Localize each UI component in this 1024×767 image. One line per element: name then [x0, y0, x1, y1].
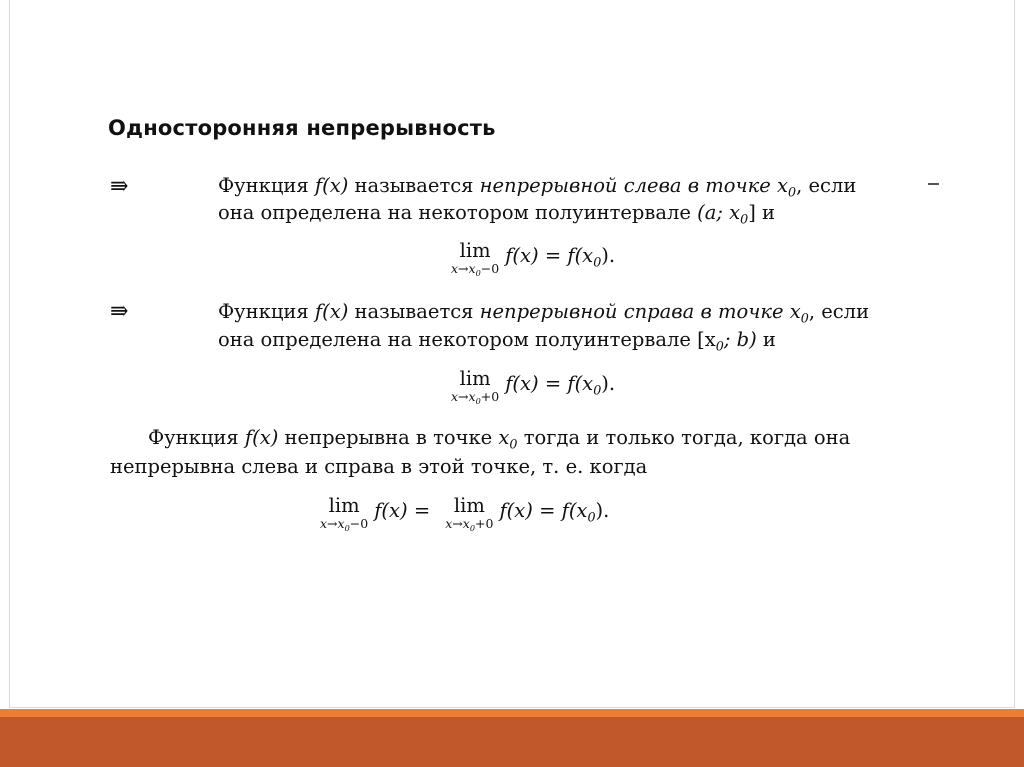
math-part: +0 — [480, 389, 500, 404]
math-part: ] — [748, 201, 756, 224]
lim-operator-left — [320, 495, 368, 535]
limit-right-formula — [451, 368, 615, 408]
subscript-zero: 0 — [715, 338, 724, 354]
theorem-line-2: непрерывна слева и справа в этой точке, т. е. когда — [110, 455, 648, 478]
subscript-zero: 0 — [593, 382, 602, 398]
lim-subscript — [320, 517, 368, 535]
lim-word: lim — [328, 494, 360, 517]
word: и — [762, 201, 776, 224]
lim-word: lim — [453, 494, 485, 517]
orange-accent-line — [0, 709, 1024, 717]
math-part: (a; x — [697, 201, 741, 224]
math-fx: f(x) — [314, 300, 349, 323]
word: называется — [354, 174, 474, 197]
math-x0 — [498, 426, 518, 452]
subscript-zero: 0 — [509, 436, 518, 452]
subscript-zero: 0 — [344, 522, 350, 533]
text: она определена на некотором полуинтервале — [218, 201, 691, 224]
math-part: f(x) = f(x — [505, 372, 594, 395]
math-part: x→x — [320, 516, 345, 531]
subscript-zero: 0 — [740, 211, 749, 227]
subscript-zero: 0 — [587, 509, 596, 525]
math-interval-left — [697, 201, 756, 227]
math-part: [x — [697, 328, 716, 351]
theorem-rhs — [499, 495, 609, 528]
slide-frame — [9, 0, 1015, 708]
math-x0 — [789, 300, 809, 326]
word: Функция — [218, 300, 309, 323]
math-part: f(x) = f(x — [505, 244, 594, 267]
theorem-line-1 — [148, 426, 850, 451]
text: она определена на некотором полуинтервале — [218, 328, 691, 351]
math-part: −0 — [349, 516, 369, 531]
lim-operator — [451, 368, 499, 408]
math-part: x→x — [451, 389, 476, 404]
math-part: x→x — [451, 261, 476, 276]
word: , если — [808, 300, 870, 323]
word: называется — [354, 300, 474, 323]
limit-rhs — [505, 240, 615, 273]
lim-word: lim — [459, 367, 491, 390]
math-part: ). — [595, 499, 610, 522]
def-left-line-2 — [218, 201, 775, 226]
word: , если — [796, 174, 857, 197]
math-part: +0 — [475, 516, 494, 531]
limit-rhs — [505, 368, 615, 401]
word: непрерывна в точке — [284, 426, 493, 449]
lim-subscript — [451, 262, 499, 280]
word: и — [762, 328, 776, 351]
math-part: ). — [601, 244, 616, 267]
subscript-zero: 0 — [788, 184, 797, 200]
word: Функция — [218, 174, 309, 197]
def-left-line-1 — [218, 174, 856, 199]
lim-word: lim — [459, 239, 491, 262]
bottom-band — [0, 717, 1024, 767]
math-interval-right — [697, 328, 757, 354]
math-fx: f(x) — [314, 174, 349, 197]
implication-arrow-icon: ⇛ — [110, 299, 129, 324]
def-right-line-1 — [218, 300, 869, 325]
math-x: x — [789, 300, 801, 323]
math-part: f(x) = f(x — [499, 499, 588, 522]
stray-dash-mark — [928, 183, 939, 185]
limit-left-formula — [451, 240, 615, 280]
def-right-line-2 — [218, 328, 776, 353]
math-x: x — [498, 426, 510, 449]
math-part: ; b) — [723, 328, 757, 351]
word: Функция — [148, 426, 239, 449]
subscript-zero: 0 — [469, 522, 475, 533]
math-part: f(x) = — [374, 499, 431, 522]
term-right-continuous: непрерывной справа в точке — [479, 300, 784, 323]
math-fx: f(x) — [244, 426, 279, 449]
math-part: −0 — [480, 261, 500, 276]
math-x0 — [777, 174, 797, 200]
implication-arrow-icon: ⇛ — [110, 174, 129, 199]
lim-subscript — [445, 517, 493, 535]
theorem-formula — [320, 495, 609, 535]
math-x: x — [777, 174, 789, 197]
lim-operator — [451, 240, 499, 280]
word: тогда и только тогда, когда она — [523, 426, 851, 449]
term-left-continuous: непрерывной слева в точке — [479, 174, 771, 197]
lim-subscript — [451, 390, 499, 408]
subscript-zero: 0 — [475, 267, 481, 278]
subscript-zero: 0 — [800, 310, 809, 326]
math-part: x→x — [445, 516, 470, 531]
subscript-zero: 0 — [475, 395, 481, 406]
lim-operator-right — [445, 495, 493, 535]
page-title: Односторонняя непрерывность — [108, 116, 496, 140]
subscript-zero: 0 — [593, 254, 602, 270]
math-part: ). — [601, 372, 616, 395]
